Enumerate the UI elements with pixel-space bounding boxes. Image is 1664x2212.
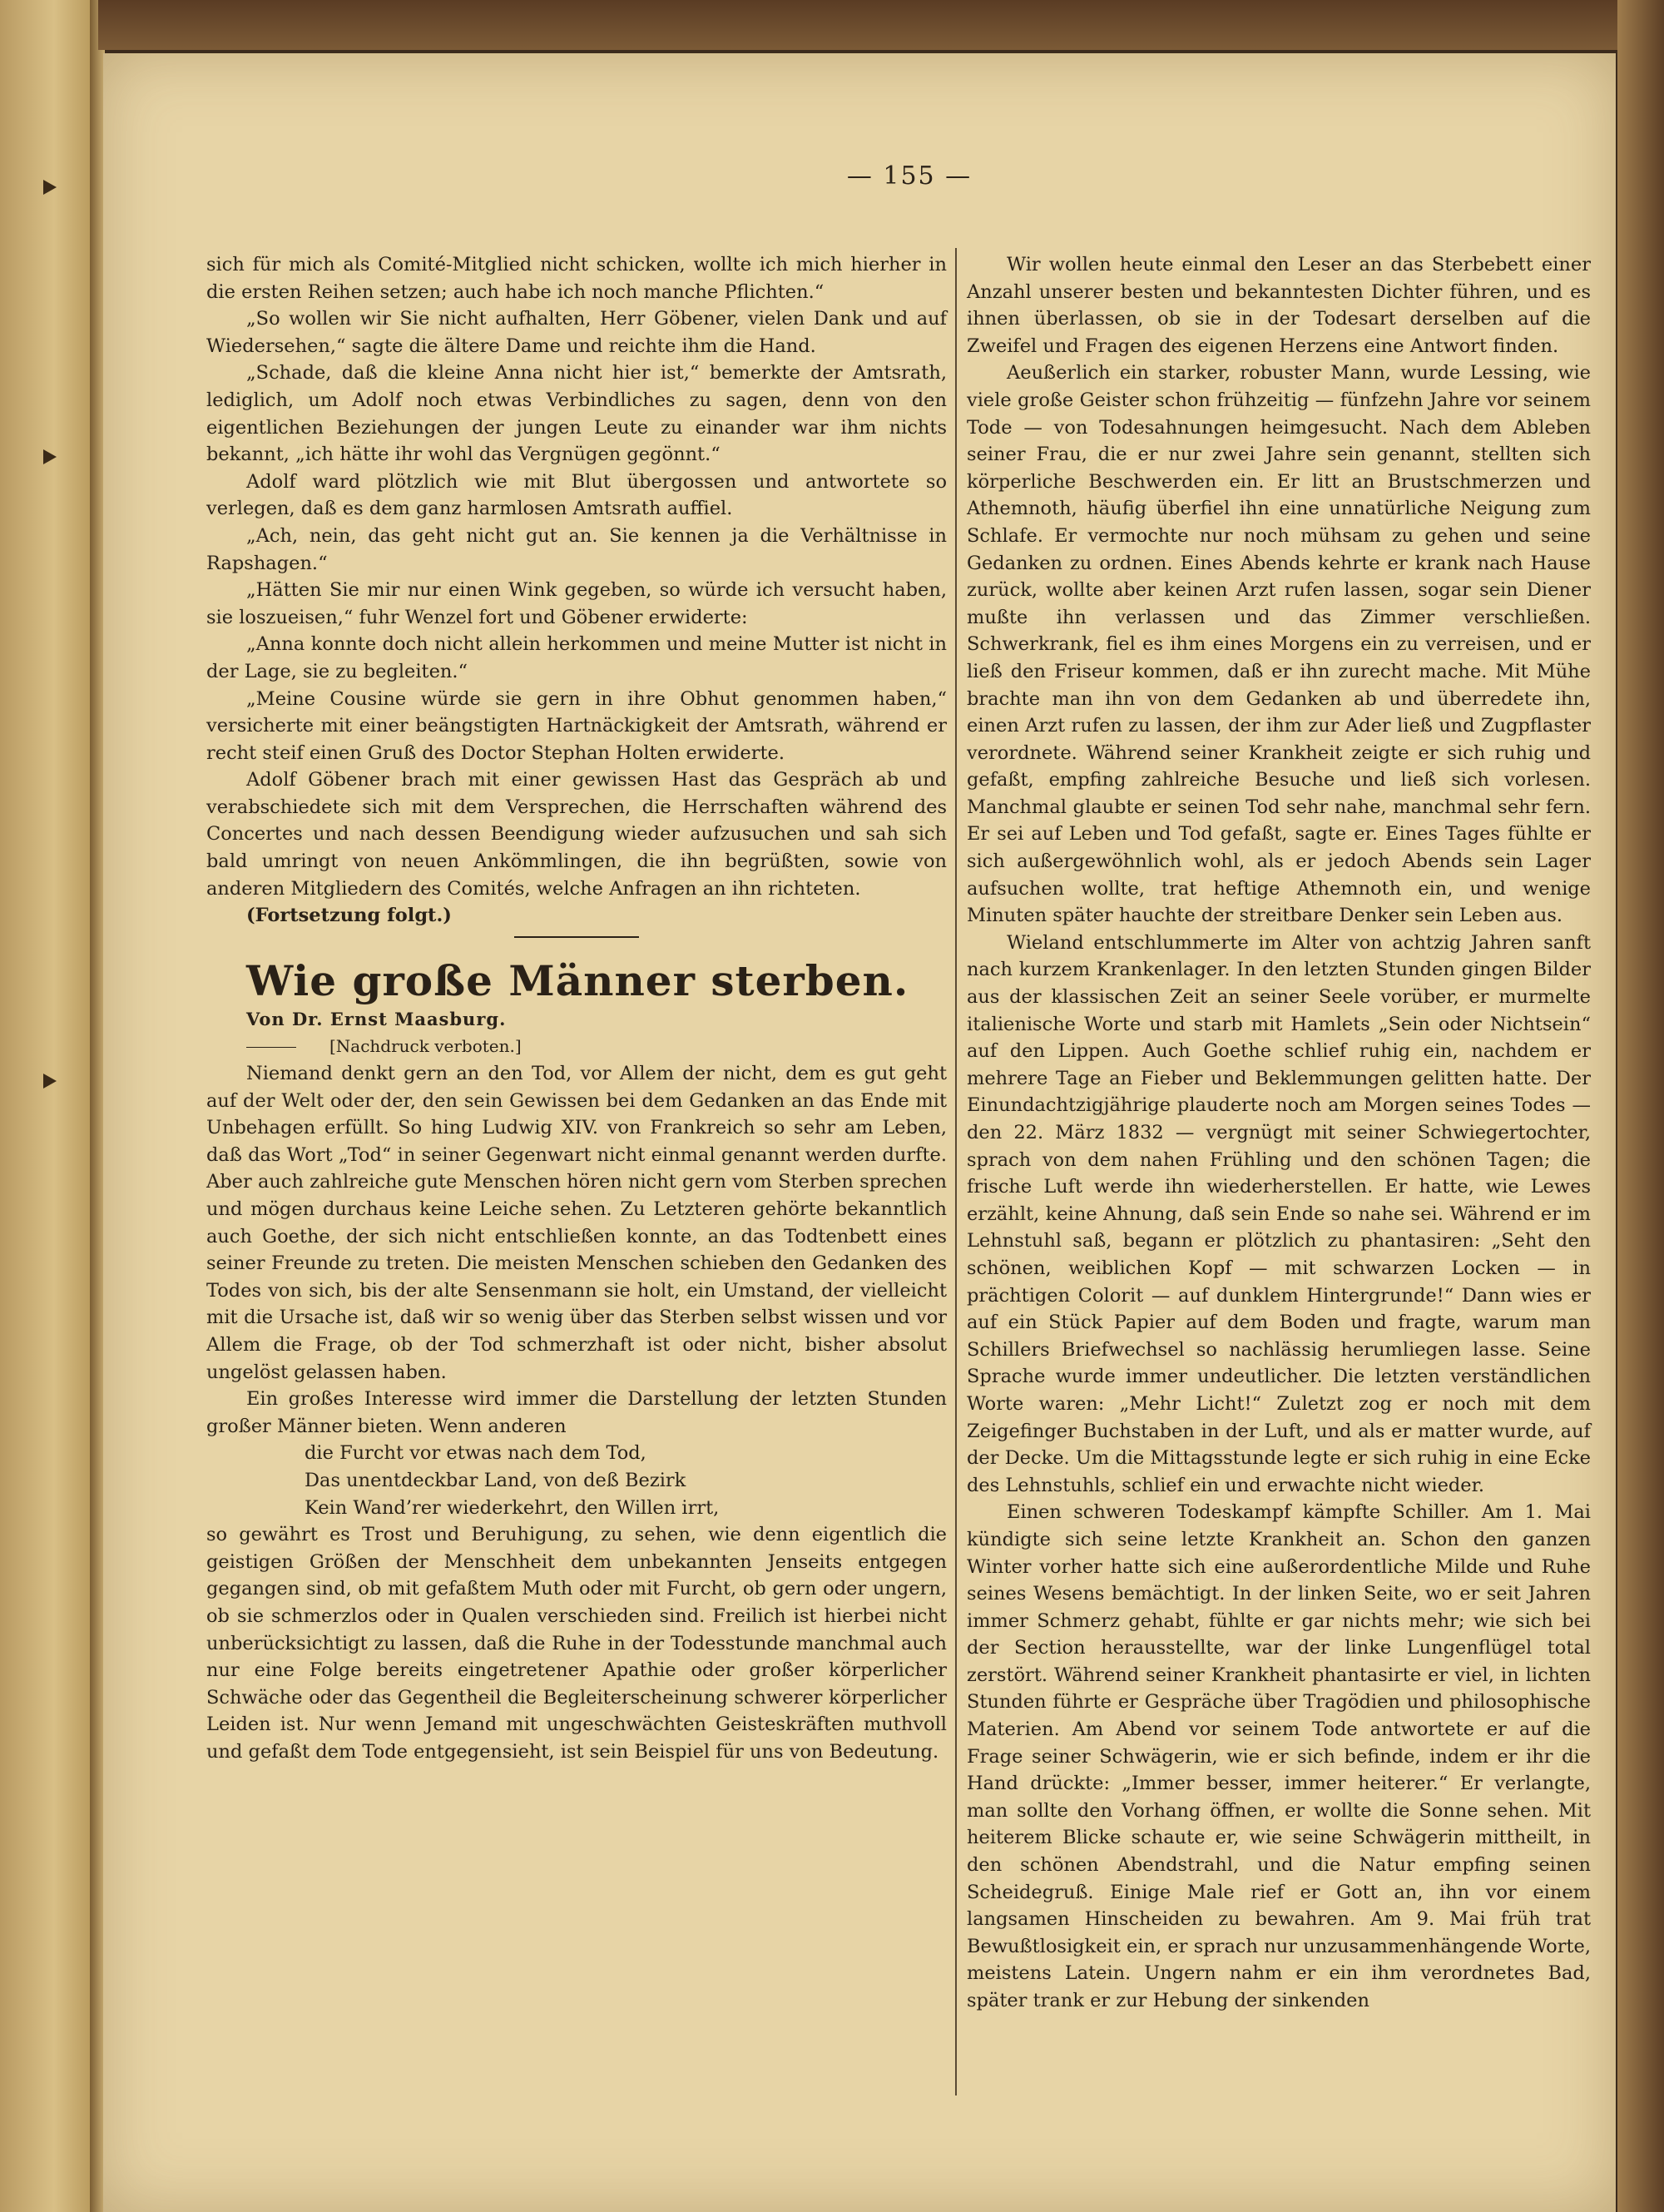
- newspaper-page: [103, 53, 1616, 2212]
- serial-paragraph: Adolf ward plötzlich wie mit Blut übergossen und antwortete so verlegen, daß es dem ganz harmlosen Amtsrath auffiel.: [206, 470, 947, 520]
- article-title: Wie große Männer sterben.: [246, 955, 909, 1005]
- verse-line: Kein Wand’rer wiederkehrt, den Willen irrt,: [305, 1496, 720, 1519]
- article-byline: Von Dr. Ernst Maasburg.: [246, 1008, 507, 1029]
- article-paragraph: Wieland entschlummerte im Alter von achtzig Jahren sanft nach kurzem Krankenlager. In den letzten Stunden gingen Bilder aus der klassischen Zeit an seiner Seele vorüber, er murmelte italienische Worte und starb mit Hamlets „Sein oder Nichtsein“ auf den Lippen. Auch Goethe schlief ruhig ein, nachdem er mehrere Tage an Fieber und Beklemmungen gelitten hatte. Der Einundachtzigjährige plauderte noch am Morgen seines Todes — den 22. März 1832 — vergnügt mit seiner Schwiegertochter, sprach von dem nahen Frühling und den schönen Tagen; die frische Luft werde ihn wiederherstellen. Er hatte, wie Lewes erzählt, keine Ahnung, daß sein Ende so nahe sei. Während er im Lehnstuhl saß, begann er plötzlich zu phantasiren: „Seht den schönen, weiblichen Kopf — mit schwarzen Locken — in prächtigen Colorit — auf dunklem Hintergrunde!“ Dann wies er auf ein Stück Papier auf dem Boden und fragte, warum man Schillers Briefwechsel so nachlässig herumliegen lasse. Seine Sprache wurde immer undeutlicher. Die letzten verständlichen Worte waren: „Mehr Licht!“ Zuletzt zog er noch mit dem Zeigefinger Buchstaben in der Luft, und als er matter wurde, auf der Decke. Um die Mittagsstunde legte er sich ruhig in eine Ecke des Lehnstuhls, schlief ein und erwachte nicht wieder.: [967, 931, 1591, 1496]
- article-paragraph: so gewährt es Trost und Beruhigung, zu sehen, wie denn eigentlich die geistigen Größen der Menschheit dem unbekannten Jenseits entgegen gegangen sind, ob mit gefaßtem Muth oder mit Furcht, ob gern oder ungern, ob sie schmerzlos oder in Qualen verschieden sind. Freilich ist hierbei nicht unberücksichtigt zu lassen, daß die Ruhe in der Todesstunde manchmal auch nur eine Folge bereits eingetretener Apathie oder großer körperlicher Schwäche oder das Gegentheil die Begleiterscheinung schwerer körperlicher Leiden ist. Nur wenn Jemand mit ungeschwächten Geisteskräften muthvoll und gefaßt dem Tode entgegensieht, ist sein Beispiel für uns von Bedeutung.: [206, 1524, 947, 1763]
- continuation-note: (Fortsetzung folgt.): [246, 905, 452, 927]
- article-paragraph: Niemand denkt gern an den Tod, vor Allem der nicht, dem es gut geht auf der Welt oder der, den sein Gewissen bei dem Gedanken an das Ende mit Unbehagen erfüllt. So hing Ludwig XIV. von Frankreich so sehr am Leben, daß das Wort „Tod“ in seiner Gegenwart nicht einmal genannt werden durfte. Aber auch zahlreiche gute Menschen hören nicht gern vom Sterben sprechen und mögen durchaus keine Leiche sehen. Zu Letzteren gehörte bekanntlich auch Goethe, der sich nicht entschließen konnte, an das Todtenbett eines seiner Freunde zu treten. Die meisten Menschen schieben den Gedanken des Todes von sich, bis der alte Sensenmann sie holt, ein Umstand, der vielleicht mit die Ursache ist, daß wir so wenig über das Sterben selbst wissen und vor Allem die Frage, ob der Tod schmerzhaft ist oder nicht, bisher absolut ungelöst gelassen haben.: [206, 1063, 947, 1383]
- book-cover-right-edge: [1617, 0, 1664, 2212]
- right-column: [967, 251, 1591, 2015]
- serial-paragraph: „Meine Cousine würde sie gern in ihre Obhut genommen haben,“ versicherte mit einer beängstigten Hartnäckigkeit der Amtsrath, während er recht steif einen Gruß des Doctor Stephan Holten erwiderte.: [206, 687, 947, 764]
- margin-tick-mark: [43, 449, 57, 464]
- verse-line: die Furcht vor etwas nach dem Tod,: [305, 1442, 646, 1465]
- verse-line: Das unentdeckbar Land, von deß Bezirk: [305, 1469, 686, 1491]
- serial-paragraph: „So wollen wir Sie nicht aufhalten, Herr Göbener, vielen Dank und auf Wiedersehen,“ sagte die ältere Dame und reichte ihm die Hand.: [206, 308, 947, 357]
- book-cover-top-edge: [98, 0, 1664, 50]
- article-paragraph: Aeußerlich ein starker, robuster Mann, wurde Lessing, wie viele große Geister schon frühzeitig — fünfzehn Jahre vor seinem Tode — von Todesahnungen heimgesucht. Nach dem Ableben seiner Frau, die er nur zwei Jahre sein genannt, stellten sich körperliche Beschwerden ein. Er litt an Brustschmerzen und Athemnoth, häufig überfiel ihn eine unnatürliche Neigung zum Schlafe. Er vermochte nur noch mühsam zu gehen und seine Gedanken zu ordnen. Eines Abends kehrte er krank nach Hause zurück, wollte aber keinen Arzt rufen lassen, sogar sein Diener mußte ihn verlassen und das Zimmer verschließen. Schwerkrank, fiel es ihm eines Morgens ein zu verreisen, und er ließ den Friseur kommen, daß er ihn zurecht mache. Mit Mühe brachte man ihn von dem Gedanken ab und überredete ihn, einen Arzt rufen zu lassen, der ihm zur Ader ließ und Zugpflaster verordnete. Während seiner Krankheit zeigte er sich ruhig und gefaßt, empfing zahlreiche Besuche und ließ sich vorlesen. Manchmal glaubte er seinen Tod sehr nahe, manchmal sehr fern. Er sei auf Leben und Tod gefaßt, sagte er. Eines Tages fühlte er sich außergewöhnlich wohl, als er jedoch Abends sein Lager aufsuchen wollte, trat heftige Athemnoth ein, und wenige Minuten später hauchte der streitbare Denker sein Leben aus.: [967, 362, 1591, 927]
- margin-tick-mark: [43, 1074, 57, 1089]
- serial-paragraph: sich für mich als Comité-Mitglied nicht schicken, wollte ich mich hierher in die ersten Reihen setzen; auch habe ich noch manche Pflichten.“: [206, 254, 947, 303]
- margin-tick-mark: [43, 180, 57, 195]
- byline-rule: [246, 1047, 296, 1048]
- article-paragraph: Einen schweren Todeskampf kämpfte Schiller. Am 1. Mai kündigte sich seine letzte Krankheit an. Schon den ganzen Winter vorher hatte sich eine außerordentliche Milde und Ruhe seines Wesens bemächtigt. In der linken Seite, wo er seit Jahren immer Schmerz gehabt, fühlte er gar nichts mehr; wie sich bei der Section herausstellte, war der linke Lungenflügel total zerstört. Während seiner Krankheit phantasirte er viel, in lichten Stunden führte er Gespräche über Tragödien und philosophische Materien. Am Abend vor seinem Tode antwortete er auf die Frage seiner Schwägerin, wie er sich befinde, indem er ihr die Hand drückte: „Immer besser, immer heiterer.“ Er verlangte, man sollte den Vorhang öffnen, er wollte die Sonne sehen. Mit heiterem Blicke schaute er, wie seine Schwägerin mittheilt, in den schönen Abendstrahl, und die Natur empfing seinen Scheidegruß. Einige Male rief er Gott an, ihn vor einem langsamen Hinscheiden zu bewahren. Am 9. Mai früh trat Bewußtlosigkeit ein, er sprach nur unzusammenhängende Worte, meistens Latein. Ungern nahm er ein ihm verordnetes Bad, später trank er zur Hebung der sinkenden: [967, 1501, 1591, 2011]
- page-number: — 155 —: [846, 161, 973, 191]
- reprint-notice: [206, 1033, 947, 1060]
- serial-paragraph: Adolf Göbener brach mit einer gewissen Hast das Gespräch ab und verabschiedete sich mit dem Versprechen, die Herrschaften während des Concertes und nach dessen Beendigung wieder aufzusuchen und sah sich bald umringt von neuen Ankömmlingen, die ihn begrüßten, sowie von anderen Mitgliedern des Comités, welche Anfragen an ihn richteten.: [206, 769, 947, 900]
- section-divider: [514, 936, 639, 938]
- article-paragraph: Wir wollen heute einmal den Leser an das Sterbebett einer Anzahl unserer besten und bekanntesten Dichter führen, und es ihnen überlassen, ob sie in der Todesart derselben auf die Zweifel und Fragen des eigenen Herzens eine Antwort finden.: [967, 254, 1591, 357]
- serial-paragraph: „Ach, nein, das geht nicht gut an. Sie kennen ja die Verhältnisse in Rapshagen.“: [206, 524, 947, 574]
- article-paragraph: Ein großes Interesse wird immer die Darstellung der letzten Stunden großer Männer bieten. Wenn anderen: [206, 1388, 947, 1437]
- serial-paragraph: „Hätten Sie mir nur einen Wink gegeben, so würde ich versucht haben, sie loszueisen,“ fuhr Wenzel fort und Göbener erwiderte:: [206, 579, 947, 628]
- facing-page-edge: [0, 0, 98, 2212]
- reprint-notice-text: [Nachdruck verboten.]: [329, 1036, 522, 1057]
- column-divider: [955, 248, 957, 2095]
- serial-paragraph: „Schade, daß die kleine Anna nicht hier ist,“ bemerkte der Amtsrath, lediglich, um Adolf noch etwas Verbindliches zu sagen, denn von den eigentlichen Beziehungen der jungen Leute zu einander war ihm nichts bekannt, „ich hätte ihr wohl das Vergnügen gegönnt.“: [206, 362, 947, 466]
- serial-paragraph: „Anna konnte doch nicht allein herkommen und meine Mutter ist nicht in der Lage, sie zu begleiten.“: [206, 633, 947, 682]
- left-column: [206, 251, 947, 1765]
